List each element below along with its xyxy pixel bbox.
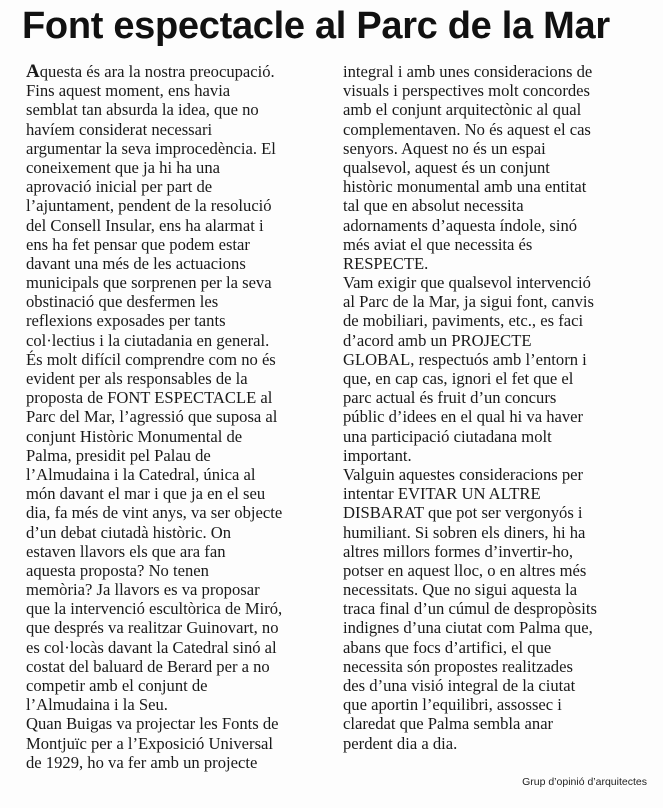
text-line: senyors. Aquest no és un espai (343, 138, 546, 158)
text-line: altres millors formes d’invertir-ho, (343, 541, 574, 561)
text-line: Palma, presidit pel Palau de (26, 445, 211, 465)
text-line: que, en cap cas, ignori el fet que el (343, 369, 574, 388)
text-line: qualsevol, aquest és un conjunt (343, 157, 550, 177)
text-line: proposta de FONT ESPECTACLE al (26, 388, 273, 408)
text-line: de 1929, ho va fer amb un projecte (26, 752, 258, 772)
text-line: ens ha fet pensar que podem estar (26, 234, 250, 254)
text-line: Fins aquest moment, ens havia (26, 81, 231, 101)
text-line: obstinació que desfermen les (26, 292, 219, 312)
drop-cap: A (26, 61, 40, 82)
signature: Grup d’opinió d’arquitectes (522, 776, 647, 788)
text-line: que després va realitzar Guinovart, no (26, 618, 279, 638)
text-line: davant una més de les actuacions (26, 253, 246, 273)
text-line: reflexions exposades per tants (26, 311, 226, 331)
text-line: argumentar la seva improcedència. El (26, 138, 276, 158)
text-line: abans que focs d’artifici, el que (343, 637, 552, 657)
text-line: col·lectius i la ciutadania en general. (26, 330, 270, 350)
text-line: competir amb el conjunt de (26, 676, 208, 695)
text-line: conjunt Històric Monumental de (26, 426, 243, 446)
text-line: evident per als responsables de la (26, 369, 248, 388)
text-line: aquesta proposta? No tenen (26, 560, 209, 580)
text-line: d’un debat ciutadà històric. On (26, 522, 232, 542)
text-line: dia, fa més de vint anys, va ser objecte (26, 503, 283, 523)
text-line: semblat tan absurda la idea, que no (26, 100, 259, 120)
text-line: coneixement que ja hi ha una (26, 157, 220, 177)
text-line: públic d’idees en el qual hi va haver (343, 407, 584, 427)
first-line (26, 62, 332, 81)
text-line: havíem considerat necessari (26, 119, 213, 139)
text-line: parc actual és fruit d’un concurs (343, 388, 557, 408)
text-line: estaven llavors els que ara fan (26, 541, 226, 561)
text-line: al Parc de la Mar, ja sigui font, canvis (343, 292, 594, 312)
text-line: necessita són propostes realitzades (343, 656, 573, 676)
text-line: costat del baluard de Berard per a no (26, 656, 270, 676)
text-line: humiliant. Si sobren els diners, hi ha (343, 522, 586, 542)
headline: Font espectacle al Parc de la Mar (22, 5, 610, 47)
text-line: complementaven. No és aquest el cas (343, 119, 591, 139)
text-line: traca final d’un cúmul de despropòsits (343, 599, 597, 619)
text-line: món davant el mar i que ja en el seu (26, 484, 266, 504)
text-line: tal que en absolut necessita (343, 196, 524, 216)
text-line: amb el conjunt arquitectònic al qual (343, 100, 582, 120)
text-line: de mobiliari, paviments, etc., es faci (343, 311, 584, 331)
text-line: municipals que sorprenen per la seva (26, 273, 272, 293)
text-line: l’Almudaina i la Catedral, única al (26, 464, 256, 484)
text-line: Parc del Mar, l’agressió que suposa al (26, 407, 278, 427)
text-line: del Consell Insular, ens ha alarmat i (26, 215, 264, 235)
text-line: GLOBAL, respectuós amb l’entorn i (343, 349, 587, 369)
first-line-text: questa és ara la nostra preocupació. (39, 62, 275, 81)
text-line: històric monumental amb una entitat (343, 177, 587, 197)
article-column-right (343, 62, 647, 753)
text-line: des d’una visió integral de la ciutat (343, 676, 576, 695)
text-line: l’ajuntament, pendent de la resolució (26, 196, 272, 216)
text-line: RESPECTE. (343, 253, 429, 273)
text-line: adornaments d’aquesta índole, sinó (343, 215, 578, 235)
text-line: important. (343, 445, 412, 465)
text-line: claredat que Palma sembla anar (343, 714, 554, 734)
text-line: potser en aquest lloc, o en altres més (343, 560, 587, 580)
text-line: que aportin l’equilibri, assossec i (343, 695, 562, 715)
text-line: aprovació inicial per part de (26, 177, 213, 197)
text-line: visuals i perspectives molt concordes (343, 81, 591, 101)
text-line: indignes d’una ciutat com Palma que, (343, 618, 593, 638)
text-line: Montjuïc per a l’Exposició Universal (26, 733, 274, 753)
text-line: es col·locàs davant la Catedral sinó al (26, 637, 277, 657)
text-line: Vam exigir que qualsevol intervenció (343, 273, 591, 293)
text-line: més aviat el que necessita és (343, 234, 533, 254)
text-line: Valguin aquestes consideracions per (343, 464, 584, 484)
article-column-left (26, 62, 332, 772)
text-line: intentar EVITAR UN ALTRE (343, 484, 541, 504)
text-line: És molt difícil comprendre com no és (26, 349, 276, 369)
text-line: perdent dia a dia. (343, 733, 458, 753)
text-line: integral i amb unes consideracions de (343, 62, 593, 81)
text-line: necessitats. Que no sigui aquesta la (343, 580, 578, 600)
text-line: memòria? Ja llavors es va proposar (26, 580, 260, 600)
text-line: DISBARAT que pot ser vergonyós i (343, 503, 583, 523)
text-line: que la intervenció escultòrica de Miró, (26, 599, 283, 619)
text-line: Quan Buigas va projectar les Fonts de (26, 714, 279, 734)
text-line: d’acord amb un PROJECTE (343, 330, 532, 350)
text-line: l’Almudaina i la Seu. (26, 695, 168, 715)
text-line: una participació ciutadana molt (343, 426, 552, 446)
